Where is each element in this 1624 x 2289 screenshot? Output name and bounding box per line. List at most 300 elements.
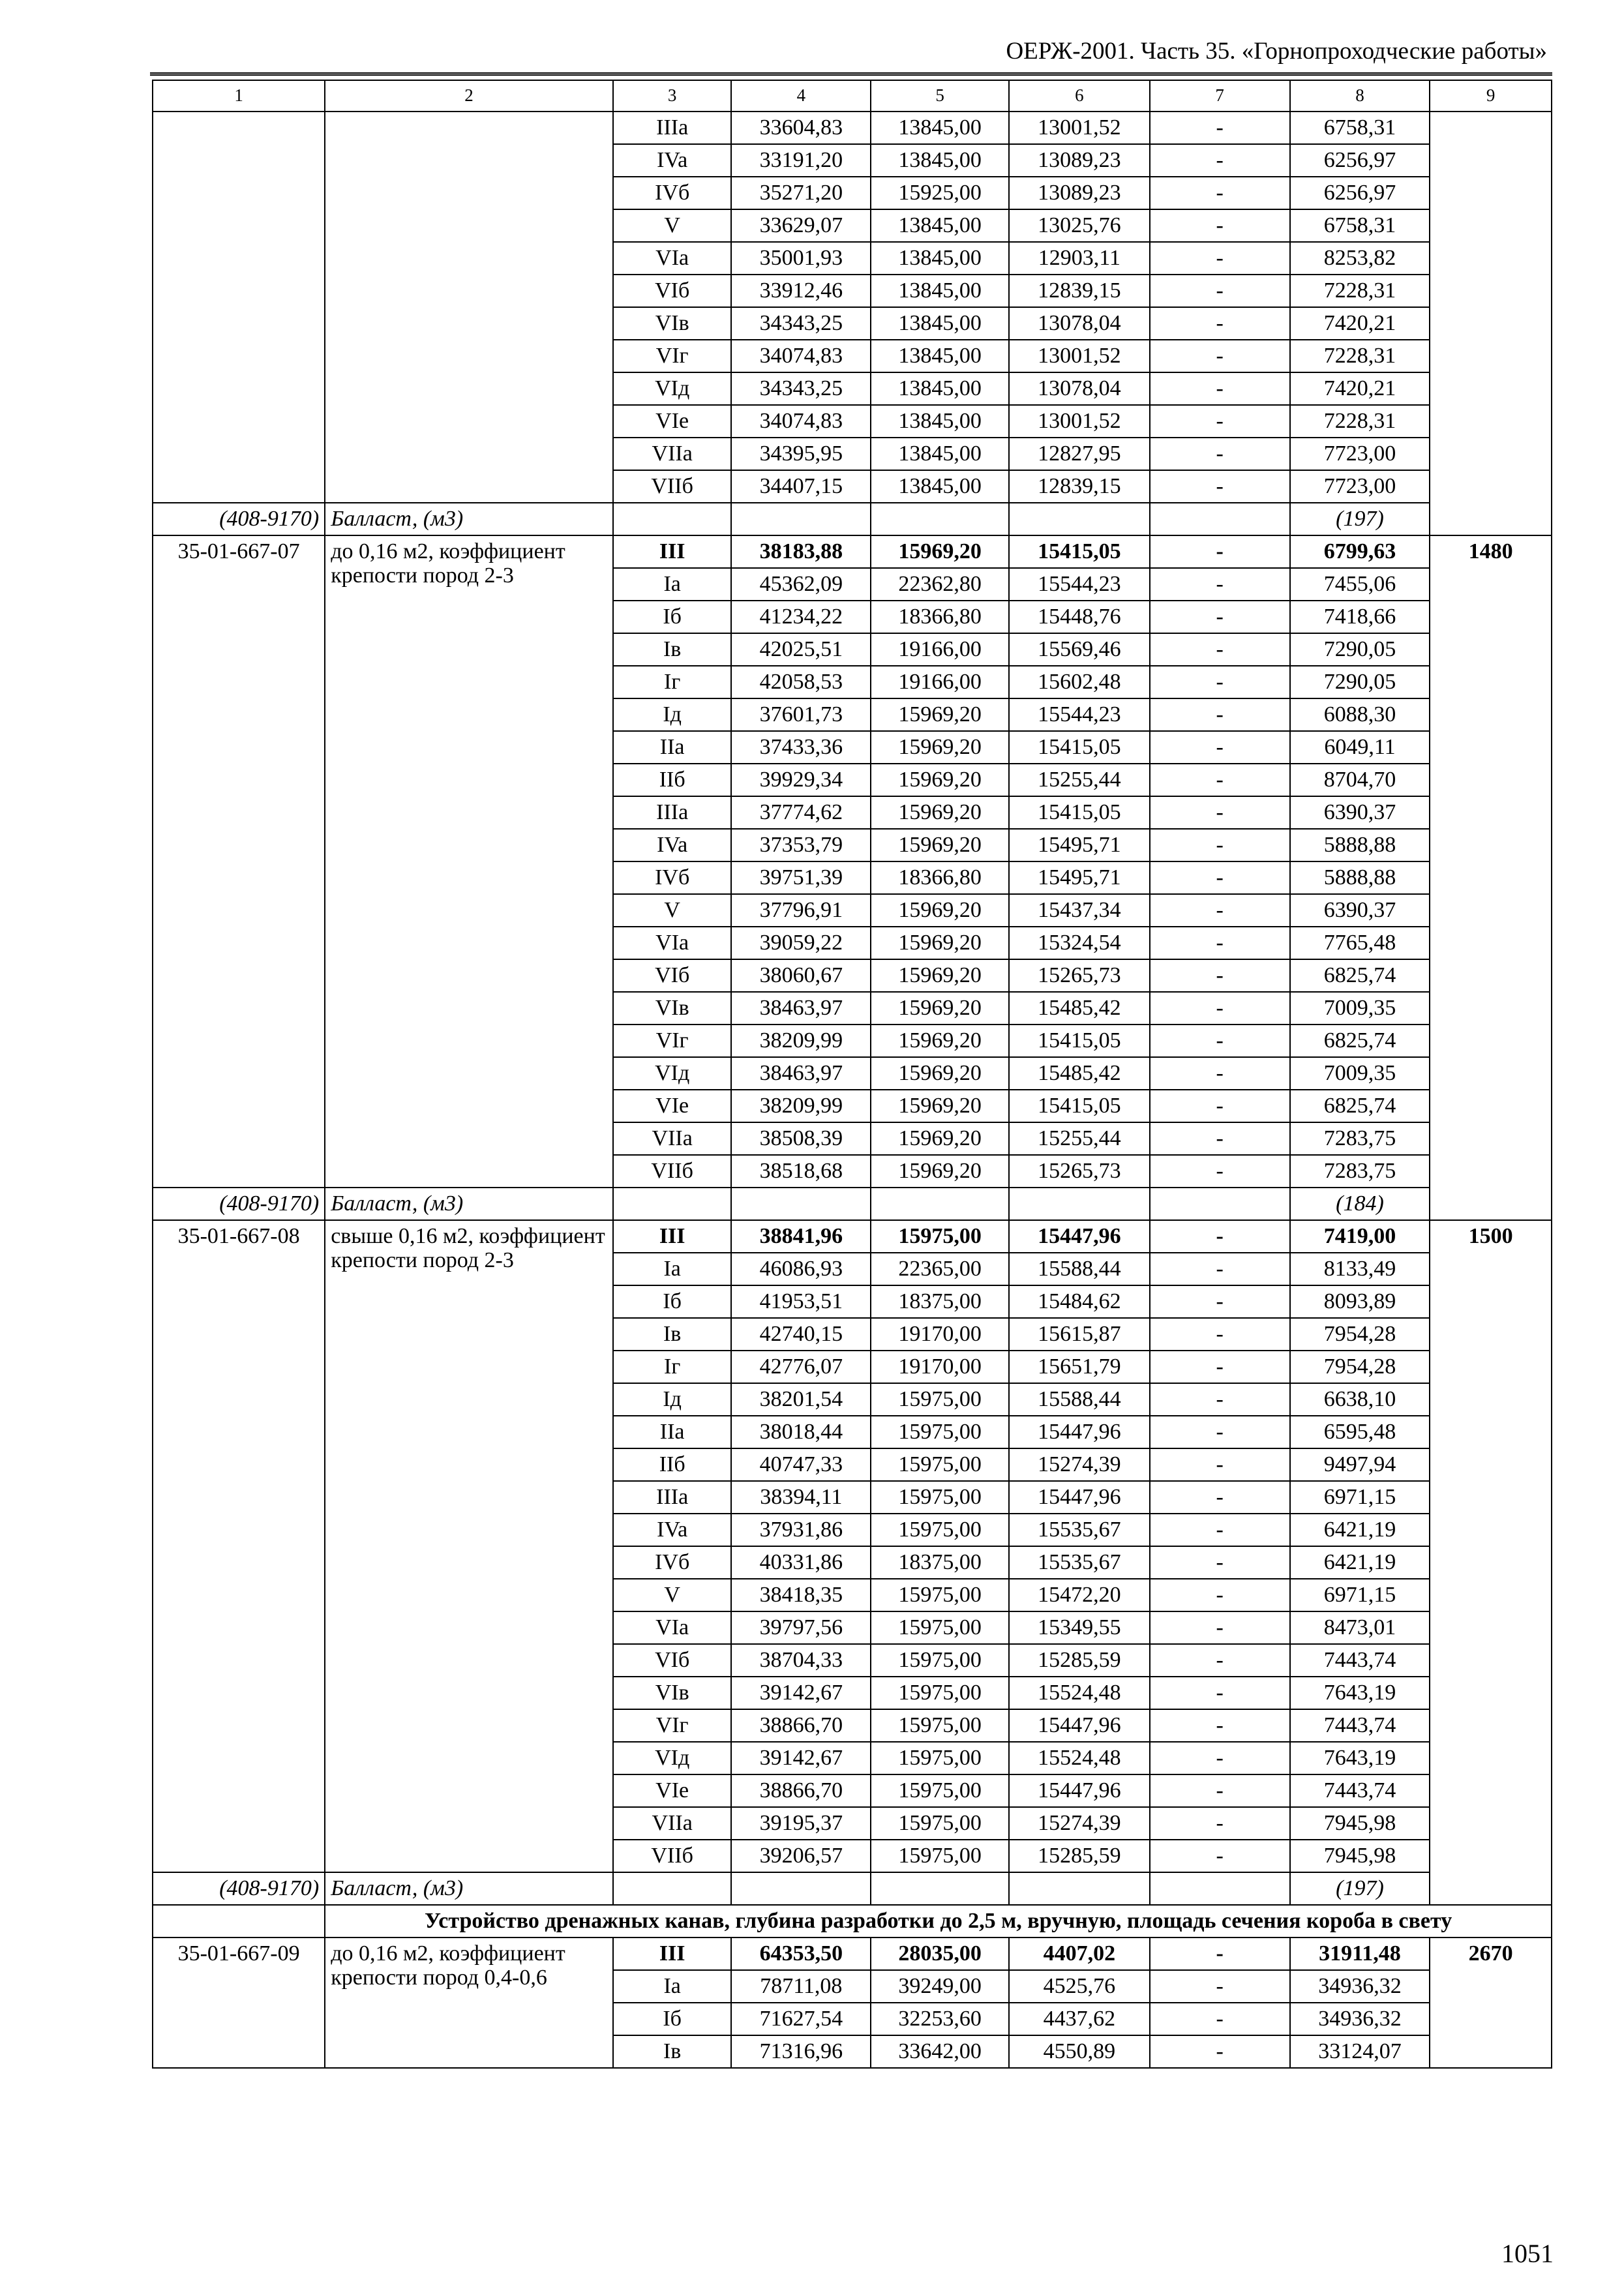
total-cost-cell: 35001,93 xyxy=(731,242,871,275)
ballast-row xyxy=(153,503,1552,535)
zone-cell: Iг xyxy=(613,1351,732,1383)
section-title-row xyxy=(153,1905,1552,1937)
total-cost-cell: 40331,86 xyxy=(731,1546,871,1579)
wages-cell: 15975,00 xyxy=(871,1644,1009,1677)
wages-cell: 19170,00 xyxy=(871,1318,1009,1351)
total-cost-cell: 38841,96 xyxy=(731,1220,871,1253)
total-cost-cell: 41234,22 xyxy=(731,601,871,633)
total-cost-cell: 34395,95 xyxy=(731,438,871,470)
materials-cell: 9497,94 xyxy=(1290,1448,1430,1481)
zone-cell: VIa xyxy=(613,927,732,959)
total-cost-cell: 38018,44 xyxy=(731,1416,871,1448)
empty-cell xyxy=(613,1872,732,1905)
wages-cell: 15975,00 xyxy=(871,1774,1009,1807)
wages-cell: 15975,00 xyxy=(871,1448,1009,1481)
total-cost-cell: 37931,86 xyxy=(731,1514,871,1546)
wages-cell: 13845,00 xyxy=(871,372,1009,405)
machines-cell: 15651,79 xyxy=(1009,1351,1150,1383)
total-cost-cell: 41953,51 xyxy=(731,1285,871,1318)
zone-cell: IIIa xyxy=(613,796,732,829)
wages-cell: 15969,20 xyxy=(871,731,1009,764)
empty-cell xyxy=(613,503,732,535)
drivers-wages-cell: - xyxy=(1150,438,1290,470)
wages-cell: 32253,60 xyxy=(871,2003,1009,2035)
total-cost-cell: 64353,50 xyxy=(731,1937,871,1970)
wages-cell: 15975,00 xyxy=(871,1579,1009,1611)
machines-cell: 15285,59 xyxy=(1009,1644,1150,1677)
page-number: 1051 xyxy=(1501,2239,1554,2268)
total-cost-cell: 42776,07 xyxy=(731,1351,871,1383)
machines-cell: 15415,05 xyxy=(1009,535,1150,568)
wages-cell: 15969,20 xyxy=(871,1057,1009,1090)
zone-cell: VIд xyxy=(613,1742,732,1774)
zone-cell: IIa xyxy=(613,731,732,764)
wages-cell: 28035,00 xyxy=(871,1937,1009,1970)
machines-cell: 13089,23 xyxy=(1009,177,1150,209)
total-cost-cell: 78711,08 xyxy=(731,1970,871,2003)
empty-cell xyxy=(731,1872,871,1905)
labor-cost-cell xyxy=(1430,112,1552,535)
total-cost-cell: 38209,99 xyxy=(731,1090,871,1122)
materials-cell: 7945,98 xyxy=(1290,1840,1430,1872)
column-number: 2 xyxy=(325,80,613,112)
drivers-wages-cell: - xyxy=(1150,829,1290,861)
column-number: 6 xyxy=(1009,80,1150,112)
total-cost-cell: 37601,73 xyxy=(731,698,871,731)
drivers-wages-cell: - xyxy=(1150,1220,1290,1253)
total-cost-cell: 38866,70 xyxy=(731,1709,871,1742)
empty-cell xyxy=(871,1872,1009,1905)
materials-cell: 6971,15 xyxy=(1290,1481,1430,1514)
total-cost-cell: 34407,15 xyxy=(731,470,871,503)
drivers-wages-cell: - xyxy=(1150,861,1290,894)
zone-cell: VIe xyxy=(613,1774,732,1807)
table-row xyxy=(153,112,1552,144)
total-cost-cell: 38463,97 xyxy=(731,992,871,1025)
ballast-row xyxy=(153,1872,1552,1905)
ballast-value: (197) xyxy=(1290,503,1430,535)
machines-cell: 15437,34 xyxy=(1009,894,1150,927)
machines-cell: 13001,52 xyxy=(1009,112,1150,144)
total-cost-cell: 38060,67 xyxy=(731,959,871,992)
zone-cell: VIб xyxy=(613,275,732,307)
total-cost-cell: 34343,25 xyxy=(731,372,871,405)
materials-cell: 7228,31 xyxy=(1290,340,1430,372)
column-number: 5 xyxy=(871,80,1009,112)
materials-cell: 7228,31 xyxy=(1290,275,1430,307)
wages-cell: 15969,20 xyxy=(871,764,1009,796)
wages-cell: 15975,00 xyxy=(871,1709,1009,1742)
rate-code: 35-01-667-08 xyxy=(153,1220,325,1872)
drivers-wages-cell: - xyxy=(1150,1611,1290,1644)
drivers-wages-cell: - xyxy=(1150,1090,1290,1122)
machines-cell: 12839,15 xyxy=(1009,275,1150,307)
ballast-label: Балласт, (м3) xyxy=(325,1872,613,1905)
machines-cell: 13025,76 xyxy=(1009,209,1150,242)
empty-cell xyxy=(731,1188,871,1220)
page-header xyxy=(150,36,1552,76)
machines-cell: 15524,48 xyxy=(1009,1677,1150,1709)
drivers-wages-cell: - xyxy=(1150,1155,1290,1188)
materials-cell: 6758,31 xyxy=(1290,112,1430,144)
wages-cell: 18366,80 xyxy=(871,601,1009,633)
materials-cell: 8133,49 xyxy=(1290,1253,1430,1285)
wages-cell: 13845,00 xyxy=(871,275,1009,307)
drivers-wages-cell: - xyxy=(1150,894,1290,927)
wages-cell: 15969,20 xyxy=(871,959,1009,992)
wages-cell: 13845,00 xyxy=(871,307,1009,340)
zone-cell: Iв xyxy=(613,2035,732,2068)
machines-cell: 15535,67 xyxy=(1009,1546,1150,1579)
rate-code: 35-01-667-07 xyxy=(153,535,325,1188)
rates-table xyxy=(152,80,1552,2069)
zone-cell: IIIa xyxy=(613,1481,732,1514)
materials-cell: 7643,19 xyxy=(1290,1742,1430,1774)
zone-cell: Iб xyxy=(613,1285,732,1318)
drivers-wages-cell: - xyxy=(1150,1742,1290,1774)
machines-cell: 15349,55 xyxy=(1009,1611,1150,1644)
drivers-wages-cell: - xyxy=(1150,275,1290,307)
ballast-code: (408-9170) xyxy=(153,1188,325,1220)
wages-cell: 15975,00 xyxy=(871,1742,1009,1774)
zone-cell: IIa xyxy=(613,1416,732,1448)
total-cost-cell: 71316,96 xyxy=(731,2035,871,2068)
wages-cell: 15969,20 xyxy=(871,1025,1009,1057)
total-cost-cell: 38418,35 xyxy=(731,1579,871,1611)
labor-cost-cell: 2670 xyxy=(1430,1937,1552,2068)
materials-cell: 6758,31 xyxy=(1290,209,1430,242)
machines-cell: 15472,20 xyxy=(1009,1579,1150,1611)
materials-cell: 6825,74 xyxy=(1290,1090,1430,1122)
labor-cost-cell: 1480 xyxy=(1430,535,1552,1220)
machines-cell: 15588,44 xyxy=(1009,1253,1150,1285)
materials-cell: 6256,97 xyxy=(1290,177,1430,209)
wages-cell: 15969,20 xyxy=(871,698,1009,731)
total-cost-cell: 37774,62 xyxy=(731,796,871,829)
empty-cell xyxy=(871,1188,1009,1220)
drivers-wages-cell: - xyxy=(1150,731,1290,764)
empty-cell xyxy=(1009,503,1150,535)
machines-cell: 15324,54 xyxy=(1009,927,1150,959)
wages-cell: 13845,00 xyxy=(871,209,1009,242)
zone-cell: VIIб xyxy=(613,1840,732,1872)
machines-cell: 15447,96 xyxy=(1009,1220,1150,1253)
drivers-wages-cell: - xyxy=(1150,927,1290,959)
ballast-code: (408-9170) xyxy=(153,503,325,535)
wages-cell: 19166,00 xyxy=(871,633,1009,666)
table-row xyxy=(153,535,1552,568)
total-cost-cell: 34074,83 xyxy=(731,340,871,372)
drivers-wages-cell: - xyxy=(1150,666,1290,698)
wages-cell: 19166,00 xyxy=(871,666,1009,698)
drivers-wages-cell: - xyxy=(1150,535,1290,568)
wages-cell: 15969,20 xyxy=(871,829,1009,861)
materials-cell: 6825,74 xyxy=(1290,959,1430,992)
machines-cell: 15415,05 xyxy=(1009,1025,1150,1057)
materials-cell: 8473,01 xyxy=(1290,1611,1430,1644)
zone-cell: VIб xyxy=(613,959,732,992)
zone-cell: VIa xyxy=(613,242,732,275)
materials-cell: 6421,19 xyxy=(1290,1514,1430,1546)
machines-cell: 15447,96 xyxy=(1009,1481,1150,1514)
zone-cell: Ia xyxy=(613,1253,732,1285)
wages-cell: 15975,00 xyxy=(871,1611,1009,1644)
total-cost-cell: 38201,54 xyxy=(731,1383,871,1416)
zone-cell: VIIa xyxy=(613,1122,732,1155)
materials-cell: 6638,10 xyxy=(1290,1383,1430,1416)
wages-cell: 15969,20 xyxy=(871,1155,1009,1188)
zone-cell: V xyxy=(613,1579,732,1611)
column-number: 7 xyxy=(1150,80,1290,112)
drivers-wages-cell: - xyxy=(1150,1840,1290,1872)
total-cost-cell: 38209,99 xyxy=(731,1025,871,1057)
total-cost-cell: 46086,93 xyxy=(731,1253,871,1285)
machines-cell: 4437,62 xyxy=(1009,2003,1150,2035)
zone-cell: VIIб xyxy=(613,1155,732,1188)
total-cost-cell: 33912,46 xyxy=(731,275,871,307)
total-cost-cell: 38463,97 xyxy=(731,1057,871,1090)
wages-cell: 15975,00 xyxy=(871,1481,1009,1514)
empty-cell xyxy=(731,503,871,535)
zone-cell: Iд xyxy=(613,698,732,731)
materials-cell: 34936,32 xyxy=(1290,1970,1430,2003)
drivers-wages-cell: - xyxy=(1150,1285,1290,1318)
ballast-value: (197) xyxy=(1290,1872,1430,1905)
labor-cost-cell: 1500 xyxy=(1430,1220,1552,1905)
wages-cell: 13845,00 xyxy=(871,242,1009,275)
zone-cell: IVб xyxy=(613,177,732,209)
wages-cell: 15975,00 xyxy=(871,1416,1009,1448)
drivers-wages-cell: - xyxy=(1150,1546,1290,1579)
zone-cell: IVб xyxy=(613,1546,732,1579)
total-cost-cell: 38394,11 xyxy=(731,1481,871,1514)
materials-cell: 6825,74 xyxy=(1290,1025,1430,1057)
machines-cell: 15448,76 xyxy=(1009,601,1150,633)
materials-cell: 6088,30 xyxy=(1290,698,1430,731)
empty-cell xyxy=(1009,1872,1150,1905)
table-row xyxy=(153,1220,1552,1253)
wages-cell: 13845,00 xyxy=(871,144,1009,177)
machines-cell: 15447,96 xyxy=(1009,1709,1150,1742)
drivers-wages-cell: - xyxy=(1150,1253,1290,1285)
rate-description: до 0,16 м2, коэффициент крепости пород 0,4-0,6 xyxy=(325,1937,613,2068)
empty-cell xyxy=(1009,1188,1150,1220)
machines-cell: 12839,15 xyxy=(1009,470,1150,503)
zone-cell: IVa xyxy=(613,829,732,861)
materials-cell: 6595,48 xyxy=(1290,1416,1430,1448)
zone-cell: Ia xyxy=(613,568,732,601)
total-cost-cell: 39751,39 xyxy=(731,861,871,894)
total-cost-cell: 38508,39 xyxy=(731,1122,871,1155)
drivers-wages-cell: - xyxy=(1150,796,1290,829)
drivers-wages-cell: - xyxy=(1150,992,1290,1025)
section-title: Устройство дренажных канав, глубина разработки до 2,5 м, вручную, площадь сечения короба в свету xyxy=(325,1905,1552,1937)
drivers-wages-cell: - xyxy=(1150,1937,1290,1970)
zone-cell: III xyxy=(613,1937,732,1970)
machines-cell: 4525,76 xyxy=(1009,1970,1150,2003)
wages-cell: 15975,00 xyxy=(871,1220,1009,1253)
drivers-wages-cell: - xyxy=(1150,1448,1290,1481)
materials-cell: 7723,00 xyxy=(1290,470,1430,503)
total-cost-cell: 33191,20 xyxy=(731,144,871,177)
materials-cell: 7418,66 xyxy=(1290,601,1430,633)
materials-cell: 7954,28 xyxy=(1290,1351,1430,1383)
zone-cell: III xyxy=(613,1220,732,1253)
machines-cell: 13078,04 xyxy=(1009,372,1150,405)
machines-cell: 15544,23 xyxy=(1009,568,1150,601)
wages-cell: 15975,00 xyxy=(871,1514,1009,1546)
table-row xyxy=(153,1937,1552,1970)
drivers-wages-cell: - xyxy=(1150,112,1290,144)
drivers-wages-cell: - xyxy=(1150,1579,1290,1611)
drivers-wages-cell: - xyxy=(1150,1514,1290,1546)
machines-cell: 15255,44 xyxy=(1009,764,1150,796)
drivers-wages-cell: - xyxy=(1150,1416,1290,1448)
machines-cell: 13089,23 xyxy=(1009,144,1150,177)
drivers-wages-cell: - xyxy=(1150,1774,1290,1807)
zone-cell: VIв xyxy=(613,992,732,1025)
zone-cell: VIIa xyxy=(613,1807,732,1840)
drivers-wages-cell: - xyxy=(1150,340,1290,372)
column-number: 8 xyxy=(1290,80,1430,112)
materials-cell: 6971,15 xyxy=(1290,1579,1430,1611)
machines-cell: 15524,48 xyxy=(1009,1742,1150,1774)
materials-cell: 31911,48 xyxy=(1290,1937,1430,1970)
zone-cell: Iд xyxy=(613,1383,732,1416)
total-cost-cell: 42058,53 xyxy=(731,666,871,698)
total-cost-cell: 39142,67 xyxy=(731,1742,871,1774)
total-cost-cell: 37796,91 xyxy=(731,894,871,927)
drivers-wages-cell: - xyxy=(1150,1383,1290,1416)
wages-cell: 13845,00 xyxy=(871,340,1009,372)
materials-cell: 6049,11 xyxy=(1290,731,1430,764)
drivers-wages-cell: - xyxy=(1150,2035,1290,2068)
zone-cell: IVa xyxy=(613,144,732,177)
drivers-wages-cell: - xyxy=(1150,1970,1290,2003)
total-cost-cell: 35271,20 xyxy=(731,177,871,209)
machines-cell: 15274,39 xyxy=(1009,1807,1150,1840)
wages-cell: 15969,20 xyxy=(871,894,1009,927)
materials-cell: 8253,82 xyxy=(1290,242,1430,275)
ballast-value: (184) xyxy=(1290,1188,1430,1220)
materials-cell: 6256,97 xyxy=(1290,144,1430,177)
wages-cell: 15969,20 xyxy=(871,927,1009,959)
materials-cell: 7419,00 xyxy=(1290,1220,1430,1253)
machines-cell: 15615,87 xyxy=(1009,1318,1150,1351)
empty-cell xyxy=(613,1188,732,1220)
drivers-wages-cell: - xyxy=(1150,1807,1290,1840)
total-cost-cell: 38518,68 xyxy=(731,1155,871,1188)
machines-cell: 13001,52 xyxy=(1009,405,1150,438)
machines-cell: 15255,44 xyxy=(1009,1122,1150,1155)
machines-cell: 12903,11 xyxy=(1009,242,1150,275)
drivers-wages-cell: - xyxy=(1150,1709,1290,1742)
empty-cell xyxy=(1150,503,1290,535)
wages-cell: 39249,00 xyxy=(871,1970,1009,2003)
wages-cell: 13845,00 xyxy=(871,112,1009,144)
rate-code: 35-01-667-09 xyxy=(153,1937,325,2068)
table-body xyxy=(153,80,1552,2068)
materials-cell: 7420,21 xyxy=(1290,307,1430,340)
wages-cell: 18375,00 xyxy=(871,1285,1009,1318)
ballast-label: Балласт, (м3) xyxy=(325,1188,613,1220)
materials-cell: 6799,63 xyxy=(1290,535,1430,568)
drivers-wages-cell: - xyxy=(1150,1318,1290,1351)
ballast-label: Балласт, (м3) xyxy=(325,503,613,535)
total-cost-cell: 39142,67 xyxy=(731,1677,871,1709)
drivers-wages-cell: - xyxy=(1150,405,1290,438)
materials-cell: 8093,89 xyxy=(1290,1285,1430,1318)
machines-cell: 15274,39 xyxy=(1009,1448,1150,1481)
machines-cell: 15484,62 xyxy=(1009,1285,1150,1318)
drivers-wages-cell: - xyxy=(1150,1351,1290,1383)
zone-cell: Iб xyxy=(613,601,732,633)
machines-cell: 15485,42 xyxy=(1009,992,1150,1025)
zone-cell: III xyxy=(613,535,732,568)
drivers-wages-cell: - xyxy=(1150,470,1290,503)
total-cost-cell: 34343,25 xyxy=(731,307,871,340)
drivers-wages-cell: - xyxy=(1150,242,1290,275)
materials-cell: 7443,74 xyxy=(1290,1644,1430,1677)
empty-cell xyxy=(871,503,1009,535)
drivers-wages-cell: - xyxy=(1150,1644,1290,1677)
ballast-row xyxy=(153,1188,1552,1220)
materials-cell: 7723,00 xyxy=(1290,438,1430,470)
zone-cell: Iб xyxy=(613,2003,732,2035)
zone-cell: V xyxy=(613,209,732,242)
drivers-wages-cell: - xyxy=(1150,144,1290,177)
wages-cell: 18375,00 xyxy=(871,1546,1009,1579)
drivers-wages-cell: - xyxy=(1150,764,1290,796)
machines-cell: 12827,95 xyxy=(1009,438,1150,470)
zone-cell: Iв xyxy=(613,1318,732,1351)
machines-cell: 15602,48 xyxy=(1009,666,1150,698)
total-cost-cell: 37433,36 xyxy=(731,731,871,764)
machines-cell: 15265,73 xyxy=(1009,1155,1150,1188)
column-number: 3 xyxy=(613,80,732,112)
wages-cell: 13845,00 xyxy=(871,405,1009,438)
wages-cell: 15975,00 xyxy=(871,1840,1009,1872)
rate-code xyxy=(153,112,325,503)
wages-cell: 33642,00 xyxy=(871,2035,1009,2068)
drivers-wages-cell: - xyxy=(1150,1122,1290,1155)
wages-cell: 15969,20 xyxy=(871,1090,1009,1122)
zone-cell: VIб xyxy=(613,1644,732,1677)
machines-cell: 15588,44 xyxy=(1009,1383,1150,1416)
rate-description xyxy=(325,112,613,503)
materials-cell: 7228,31 xyxy=(1290,405,1430,438)
materials-cell: 6390,37 xyxy=(1290,894,1430,927)
materials-cell: 7643,19 xyxy=(1290,1677,1430,1709)
machines-cell: 15569,46 xyxy=(1009,633,1150,666)
total-cost-cell: 42740,15 xyxy=(731,1318,871,1351)
materials-cell: 34936,32 xyxy=(1290,2003,1430,2035)
wages-cell: 22362,80 xyxy=(871,568,1009,601)
drivers-wages-cell: - xyxy=(1150,372,1290,405)
machines-cell: 15415,05 xyxy=(1009,731,1150,764)
wages-cell: 13845,00 xyxy=(871,438,1009,470)
drivers-wages-cell: - xyxy=(1150,1481,1290,1514)
drivers-wages-cell: - xyxy=(1150,601,1290,633)
wages-cell: 15969,20 xyxy=(871,796,1009,829)
materials-cell: 7009,35 xyxy=(1290,1057,1430,1090)
total-cost-cell: 33604,83 xyxy=(731,112,871,144)
column-number-row xyxy=(153,80,1552,112)
zone-cell: VIг xyxy=(613,340,732,372)
column-number: 4 xyxy=(731,80,871,112)
materials-cell: 6390,37 xyxy=(1290,796,1430,829)
column-number: 9 xyxy=(1430,80,1552,112)
